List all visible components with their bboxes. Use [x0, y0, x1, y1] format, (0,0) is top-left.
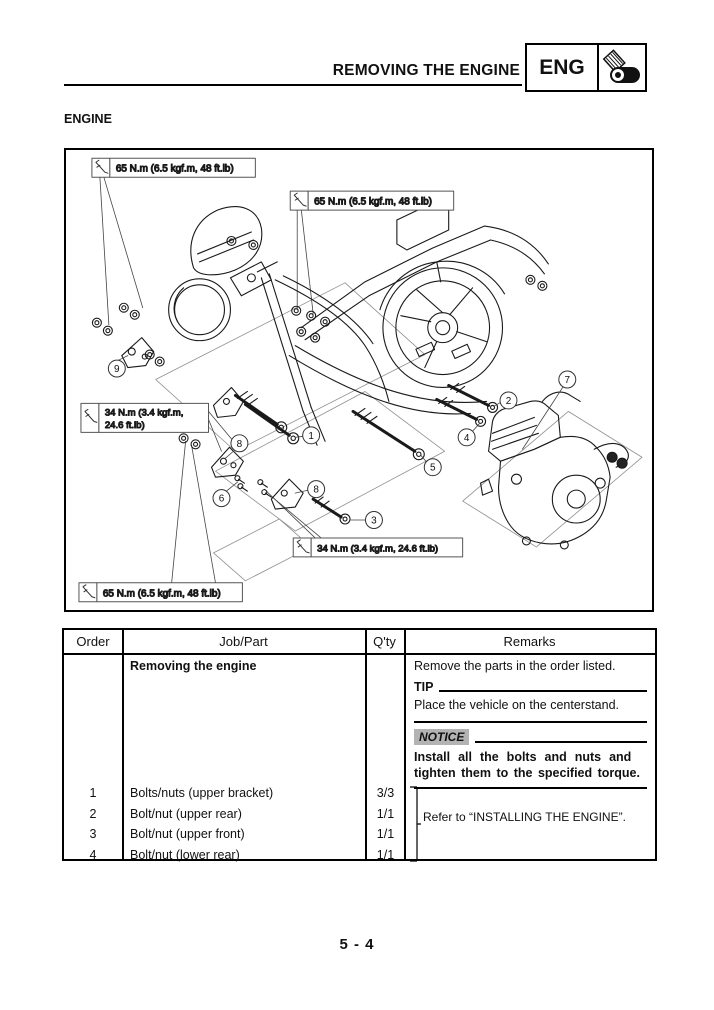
mount-bolts	[235, 383, 497, 524]
title-rule	[64, 84, 522, 86]
parts-table	[62, 628, 657, 861]
svg-text:8: 8	[313, 484, 319, 496]
page-number: 5 - 4	[339, 936, 375, 953]
job-cell: Bolt/nut (lower rear)	[130, 847, 240, 862]
svg-text:9: 9	[114, 364, 120, 376]
table-row	[64, 824, 406, 844]
page-title: REMOVING THE ENGINE	[332, 62, 520, 79]
tip-rule	[439, 690, 647, 692]
torque-label-5	[79, 583, 242, 602]
column-header-remarks: Remarks	[503, 634, 556, 649]
notice-text-line1: Install all the bolts and nuts and	[414, 750, 632, 764]
table-row	[64, 783, 406, 803]
svg-text:2: 2	[505, 395, 512, 407]
tip-label: TIP	[414, 680, 434, 694]
engine-cylinder-icon	[599, 45, 645, 90]
table-row	[64, 804, 406, 824]
svg-text:65 N.m (6.5 kgf.m, 48 ft.lb): 65 N.m (6.5 kgf.m, 48 ft.lb)	[102, 588, 221, 600]
table-row	[64, 845, 406, 865]
engine	[481, 392, 629, 549]
torque-label-2	[290, 191, 453, 210]
rear-wheel	[383, 268, 503, 388]
callout-leader-lines	[118, 356, 563, 520]
torque-leader-lines	[100, 177, 321, 583]
headlight	[169, 279, 231, 341]
table-header-row	[64, 630, 655, 655]
exploded-diagram-panel	[64, 148, 654, 612]
job-group-title: Removing the engine	[130, 659, 257, 673]
order-cell: 1	[89, 786, 97, 800]
chapter-badge-label: ENG	[527, 45, 599, 90]
notice-rule	[475, 741, 647, 743]
notice-block	[414, 729, 647, 745]
job-cell: Bolt/nut (upper front)	[130, 827, 245, 841]
column-header-jobpart: Job/Part	[219, 634, 268, 649]
job-cell: Bolt/nut (upper rear)	[130, 806, 242, 821]
tip-text: Place the vehicle on the centerstand.	[414, 698, 619, 712]
callout-4	[458, 429, 475, 446]
row-group-bracket	[408, 786, 422, 865]
grouping-panels	[156, 283, 642, 581]
chapter-badge	[525, 43, 647, 92]
exploded-diagram	[66, 150, 652, 610]
torque-label-1	[92, 158, 255, 177]
svg-text:65 N.m (6.5 kgf.m, 48 ft.lb): 65 N.m (6.5 kgf.m, 48 ft.lb)	[115, 163, 234, 175]
torque-label-3	[81, 403, 209, 432]
table-body	[64, 655, 655, 862]
torque-label-4	[293, 538, 462, 557]
group-remark: Refer to “INSTALLING THE ENGINE”.	[423, 810, 626, 824]
callout-8b	[308, 481, 325, 498]
callout-3	[365, 512, 382, 529]
notice-text-line2: tighten them to the specified torque.	[414, 766, 640, 780]
divider-rule	[414, 787, 647, 789]
job-cell: Bolts/nuts (upper bracket)	[130, 786, 274, 800]
svg-text:6: 6	[218, 493, 225, 505]
svg-text:65 N.m (6.5 kgf.m, 48 ft.lb): 65 N.m (6.5 kgf.m, 48 ft.lb)	[314, 196, 432, 208]
svg-text:4: 4	[463, 432, 470, 444]
svg-text:3: 3	[371, 515, 377, 527]
callout-5	[424, 459, 441, 476]
callout-2	[500, 392, 517, 409]
callout-7	[559, 371, 576, 388]
qty-cell: 1/1	[376, 827, 395, 841]
qty-cell: 1/1	[376, 847, 395, 862]
section-title: ENGINE	[64, 112, 112, 126]
svg-text:1: 1	[308, 430, 314, 442]
callout-1	[303, 427, 320, 444]
tip-block	[414, 680, 647, 694]
svg-text:34 N.m (3.4 kgf.m,: 34 N.m (3.4 kgf.m,	[104, 407, 184, 419]
order-cell: 3	[89, 827, 97, 841]
order-cell: 4	[89, 847, 97, 862]
column-header-qty: Q'ty	[373, 634, 396, 649]
remarks-column	[406, 655, 655, 859]
divider-rule	[414, 721, 647, 723]
svg-text:5: 5	[429, 462, 436, 474]
svg-text:8: 8	[236, 438, 243, 450]
svg-text:24.6 ft.lb): 24.6 ft.lb)	[104, 419, 145, 431]
callout-6	[213, 490, 230, 507]
qty-cell: 3/3	[376, 786, 395, 800]
svg-text:34 N.m (3.4 kgf.m, 24.6 ft.lb): 34 N.m (3.4 kgf.m, 24.6 ft.lb)	[317, 543, 439, 555]
qty-cell: 1/1	[376, 806, 395, 821]
svg-text:7: 7	[564, 374, 571, 386]
order-cell: 2	[89, 806, 97, 821]
column-header-order: Order	[76, 634, 110, 649]
notice-label: NOTICE	[414, 729, 469, 745]
callout-9	[108, 360, 125, 377]
remarks-intro: Remove the parts in the order listed.	[414, 659, 616, 673]
callout-8a	[231, 435, 248, 452]
